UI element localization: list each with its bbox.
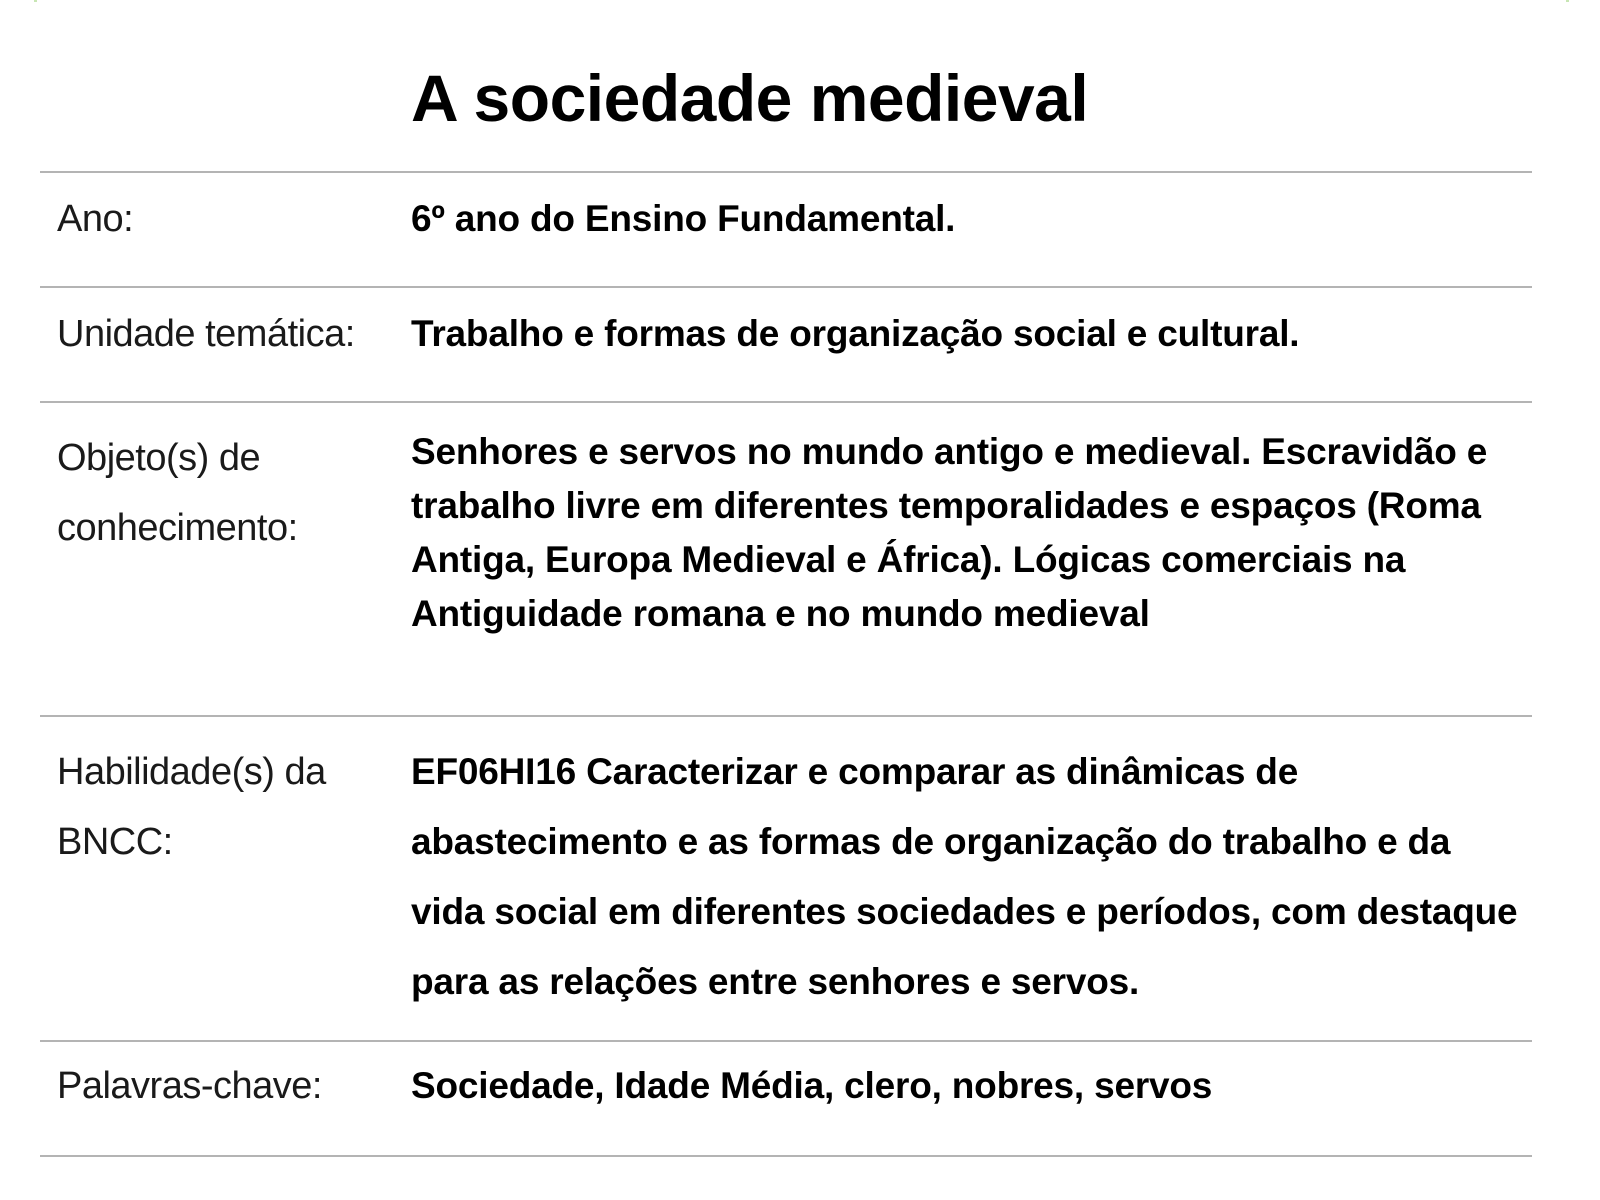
row-value: Sociedade, Idade Média, clero, nobres, servos (411, 1065, 1213, 1106)
table-row-unidade-tematica (40, 288, 1532, 403)
table-row-ano (40, 173, 1532, 288)
row-label: Objeto(s) de conhecimento: (57, 437, 298, 549)
lesson-info-table (40, 171, 1532, 1157)
page-title: A sociedade medieval (411, 61, 1089, 135)
row-label: Unidade temática: (57, 313, 355, 355)
row-value: EF06HI16 Caracterizar e comparar as dinâmicas de abastecimento e as formas de organização do trabalho e da vida social em diferentes sociedades e períodos, com destaque para as relações entre senhores e servos. (411, 751, 1518, 1002)
row-value: Trabalho e formas de organização social e cultural. (411, 313, 1300, 354)
row-value: 6º ano do Ensino Fundamental. (411, 198, 956, 239)
corner-mark (34, 0, 37, 2)
row-label: Ano: (57, 198, 134, 240)
row-label: Habilidade(s) da BNCC: (57, 751, 326, 863)
corner-mark (1566, 0, 1569, 2)
table-row-habilidades-bncc (40, 717, 1532, 1042)
table-row-palavras-chave (40, 1042, 1532, 1157)
table-row-objetos-de-conhecimento (40, 403, 1532, 717)
row-label: Palavras-chave: (57, 1065, 322, 1107)
row-value: Senhores e servos no mundo antigo e medieval. Escravidão e trabalho livre em diferentes temporalidades e espaços (Roma Antiga, Europa Medieval e África). Lógicas comerciais na Antiguidade romana e no mundo medieval (411, 431, 1488, 634)
